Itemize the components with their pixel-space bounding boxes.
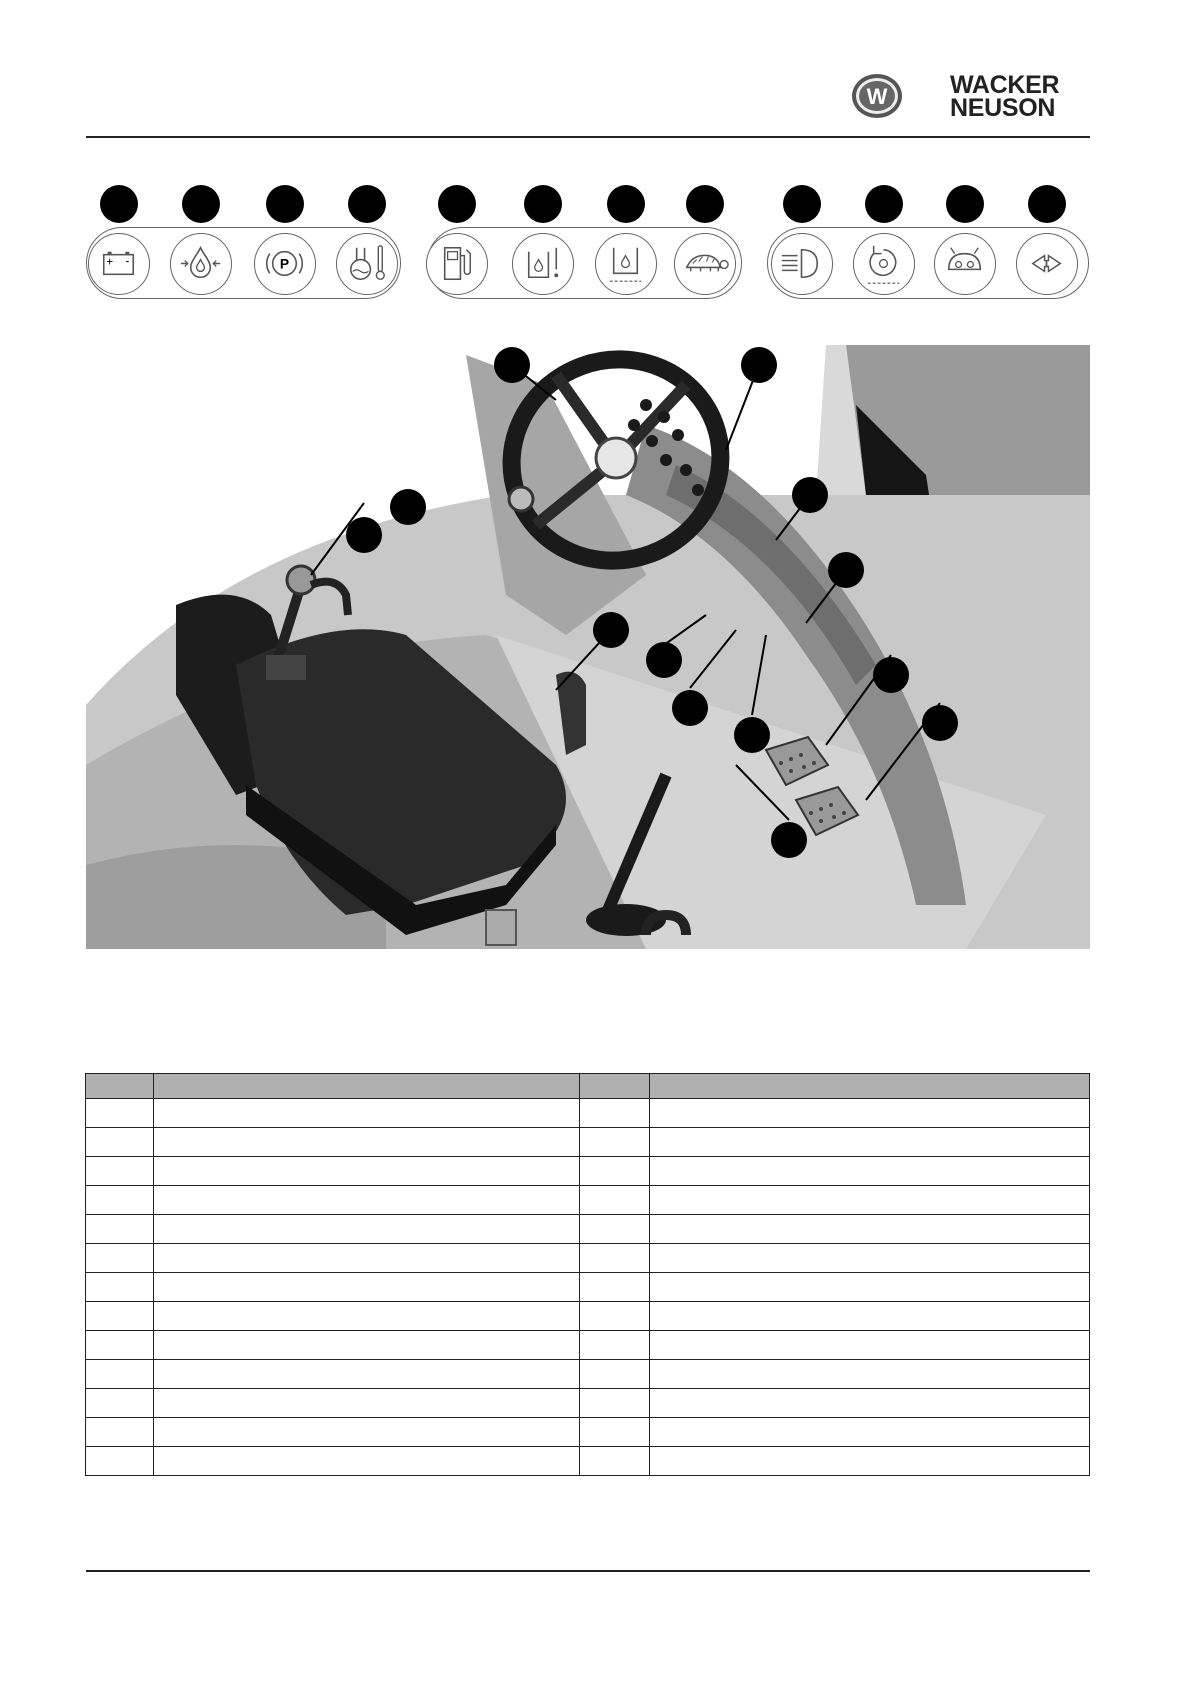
table-cell — [650, 1128, 1090, 1157]
table-cell — [650, 1273, 1090, 1302]
callout-dot — [266, 185, 304, 223]
callout-dot — [783, 185, 821, 223]
table-row — [86, 1157, 1090, 1186]
table-row — [86, 1360, 1090, 1389]
callout-dot — [593, 612, 629, 648]
table-row — [86, 1418, 1090, 1447]
table-cell — [86, 1215, 154, 1244]
callout-dot — [686, 185, 724, 223]
callout-dot — [946, 185, 984, 223]
table-cell — [154, 1244, 580, 1273]
table-cell — [86, 1447, 154, 1476]
header-cell — [86, 1074, 154, 1099]
travel-lever-knob — [287, 566, 315, 594]
callout-dot — [734, 717, 770, 753]
callout-dot — [438, 185, 476, 223]
operator-platform-illustration — [86, 345, 1090, 949]
table-cell — [580, 1331, 650, 1360]
table-cell — [650, 1418, 1090, 1447]
table-cell — [86, 1157, 154, 1186]
callout-dot — [922, 705, 958, 741]
parking-brake-icon — [254, 233, 316, 295]
parking-brake-label: P — [279, 256, 290, 272]
hydraulic-filter-icon — [595, 233, 657, 295]
table-row — [86, 1302, 1090, 1331]
callout-dot — [524, 185, 562, 223]
table-cell — [154, 1186, 580, 1215]
table-cell — [86, 1360, 154, 1389]
callout-dot — [741, 347, 777, 383]
deck-fitting — [486, 910, 516, 945]
table-cell — [86, 1331, 154, 1360]
headlight-icon — [771, 233, 833, 295]
table-cell — [580, 1186, 650, 1215]
table-cell — [154, 1418, 580, 1447]
footer-rule — [86, 1570, 1090, 1572]
callout-dot — [771, 822, 807, 858]
table-cell — [650, 1157, 1090, 1186]
header-cell — [650, 1074, 1090, 1099]
brand-name — [950, 71, 1060, 122]
callout-dot — [494, 347, 530, 383]
table-cell — [650, 1302, 1090, 1331]
callout-dot — [792, 477, 828, 513]
table-cell — [580, 1215, 650, 1244]
table-row — [86, 1389, 1090, 1418]
table-row — [86, 1273, 1090, 1302]
table-cell — [650, 1389, 1090, 1418]
slow-speed-turtle-icon — [674, 233, 736, 295]
steering-hub — [596, 438, 636, 478]
table-cell — [580, 1244, 650, 1273]
table-cell — [154, 1157, 580, 1186]
battery-minus: - — [125, 253, 130, 268]
brand-name-line2: NEUSON — [950, 94, 1056, 122]
header-rule — [86, 136, 1090, 138]
table-cell — [580, 1447, 650, 1476]
table-cell — [650, 1215, 1090, 1244]
table-cell — [650, 1099, 1090, 1128]
header-cell — [154, 1074, 580, 1099]
table-cell — [580, 1157, 650, 1186]
steering-knob — [509, 487, 533, 511]
callout-dot — [607, 185, 645, 223]
hydraulic-oil-level-icon — [512, 233, 574, 295]
table-cell — [154, 1447, 580, 1476]
table-header-row — [86, 1074, 1090, 1099]
logo-letter: W — [866, 84, 888, 109]
fuel-level-icon — [426, 233, 488, 295]
table-cell — [650, 1447, 1090, 1476]
turn-signal-icon — [1016, 233, 1078, 295]
legend-table — [85, 1073, 1090, 1476]
battery-plus: + — [106, 254, 114, 269]
table-cell — [154, 1128, 580, 1157]
table-cell — [580, 1273, 650, 1302]
header-cell — [580, 1074, 650, 1099]
callout-dot — [182, 185, 220, 223]
table-row — [86, 1447, 1090, 1476]
callout-dot — [646, 642, 682, 678]
table-cell — [580, 1099, 650, 1128]
table-cell — [580, 1360, 650, 1389]
brand-logo — [850, 68, 1090, 128]
table-cell — [154, 1302, 580, 1331]
table-cell — [154, 1215, 580, 1244]
callout-dot — [1028, 185, 1066, 223]
table-cell — [154, 1331, 580, 1360]
table-cell — [154, 1389, 580, 1418]
indicator-panel — [0, 185, 1190, 305]
table-cell — [154, 1273, 580, 1302]
table-cell — [86, 1418, 154, 1447]
table-cell — [650, 1186, 1090, 1215]
table-cell — [580, 1128, 650, 1157]
callout-dot — [672, 690, 708, 726]
coolant-temperature-icon — [336, 233, 398, 295]
table-cell — [86, 1099, 154, 1128]
table-cell — [580, 1302, 650, 1331]
table-cell — [650, 1360, 1090, 1389]
table-cell — [650, 1331, 1090, 1360]
table-cell — [86, 1128, 154, 1157]
table-cell — [86, 1389, 154, 1418]
table-row — [86, 1331, 1090, 1360]
table-cell — [86, 1273, 154, 1302]
drum-rotation-icon — [853, 233, 915, 295]
table-row — [86, 1099, 1090, 1128]
callout-dot — [100, 185, 138, 223]
table-cell — [650, 1244, 1090, 1273]
table-cell — [580, 1418, 650, 1447]
glow-plug-icon — [934, 233, 996, 295]
table-cell — [580, 1389, 650, 1418]
table-row — [86, 1128, 1090, 1157]
callout-dot — [828, 552, 864, 588]
table-row — [86, 1244, 1090, 1273]
callout-dot — [348, 185, 386, 223]
table-row — [86, 1215, 1090, 1244]
battery-charge-icon — [88, 233, 150, 295]
table-cell — [154, 1099, 580, 1128]
callout-dot — [865, 185, 903, 223]
engine-oil-pressure-icon — [170, 233, 232, 295]
table-cell — [86, 1186, 154, 1215]
callout-dot — [873, 657, 909, 693]
callout-dot — [346, 517, 382, 553]
table-row — [86, 1186, 1090, 1215]
table-cell — [86, 1244, 154, 1273]
brand-name-line1: WACKER — [950, 71, 1060, 99]
table-cell — [86, 1302, 154, 1331]
table-cell — [154, 1360, 580, 1389]
wacker-neuson-logo-mark — [850, 72, 904, 120]
lever-base — [266, 655, 306, 680]
callout-dot — [390, 489, 426, 525]
